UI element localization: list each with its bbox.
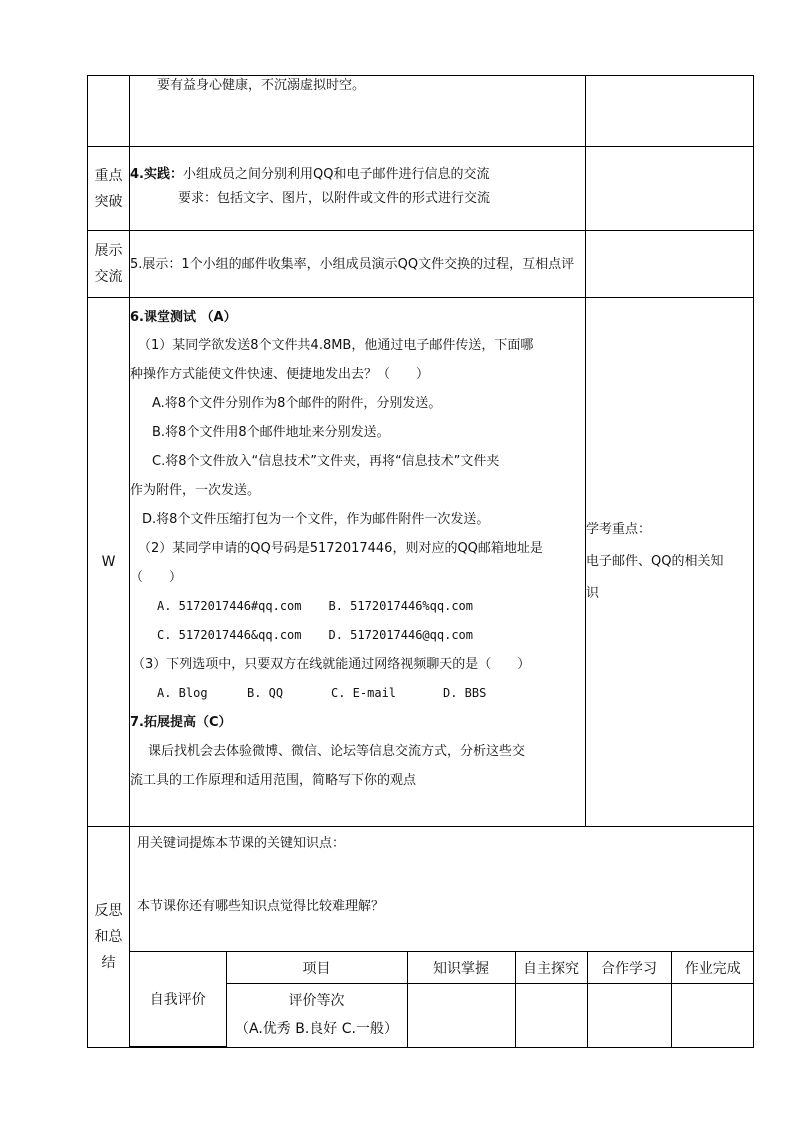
lesson-plan-table — [87, 75, 754, 1048]
row2-label-line2: 突破 — [94, 193, 123, 210]
reflection-prompts — [130, 827, 753, 951]
eval-cooperation-input[interactable] — [587, 984, 671, 1047]
eval-homework-input[interactable] — [671, 984, 754, 1047]
row1-label-cell — [88, 76, 130, 147]
q2-line2: （ ） — [130, 570, 183, 585]
ext-line2: 流工具的工作原理和适用范围，简略写下你的观点 — [130, 773, 417, 788]
row1-notes-cell — [586, 76, 754, 147]
row-key-breakthrough — [88, 147, 754, 231]
self-eval-label: 自我评价 — [130, 952, 226, 1047]
q1-option-d: D.将8个文件压缩打包为一个文件，作为邮件附件一次发送。 — [142, 512, 490, 527]
eval-knowledge-input[interactable] — [407, 984, 515, 1047]
q1-line1: （1）某同学欲发送8个文件共4.8MB，他通过电子邮件传送，下面哪 — [138, 338, 534, 353]
row1-content — [130, 76, 586, 147]
self-evaluation-table — [130, 951, 754, 1047]
row3-label-line1: 展示 — [94, 243, 123, 259]
ext-line1: 课后找机会去体验微博、微信、论坛等信息交流方式，分析这些交 — [148, 744, 526, 759]
row1-text: 要有益身心健康，不沉溺虚拟时空。 — [157, 78, 366, 93]
show-text: 5.展示：1个小组的邮件收集率，小组成员演示QQ文件交换的过程，互相点评 — [130, 256, 575, 272]
row3-label-line2: 交流 — [94, 269, 123, 285]
eval-grade-cell — [226, 984, 407, 1047]
test-title: 6.课堂测试 （A） — [130, 310, 237, 325]
practice-line2: 要求：包括文字、图片，以附件或文件的形式进行交流 — [178, 191, 491, 206]
eval-item-header: 项目 — [226, 952, 407, 984]
ext-title: 7.拓展提高（C） — [130, 715, 232, 730]
eval-grade-label: 评价等次 — [288, 993, 345, 1010]
row2-content — [130, 147, 586, 231]
row3-content — [130, 231, 586, 298]
exam-focus-line1: 电子邮件、QQ的相关知 — [586, 554, 724, 569]
row2-label — [88, 147, 130, 231]
row5-label-line1: 反思 — [94, 903, 123, 919]
row5-label-line3: 结 — [101, 955, 116, 971]
q2-line1: （2）某同学申请的QQ号码是5172017446，则对应的QQ邮箱地址是 — [138, 541, 543, 556]
q1-option-b: B.将8个文件用8个邮件地址来分别发送。 — [152, 425, 390, 440]
q3-option-a: A. Blog — [157, 686, 208, 700]
q3-option-b: B. QQ — [247, 686, 284, 700]
reflection-prompt2: 本节课你还有哪些知识点觉得比较难理解？ — [137, 899, 385, 914]
row-continuation — [88, 76, 754, 147]
q2-option-b: B. 5172017446%qq.com — [328, 599, 473, 613]
exam-focus-line2: 识 — [586, 586, 600, 601]
eval-col-inquiry: 自主探究 — [515, 952, 587, 984]
row2-notes-cell — [586, 147, 754, 231]
row4-content — [130, 298, 586, 827]
row5-content — [130, 827, 754, 1048]
row3-notes-cell — [586, 231, 754, 298]
q3-line1: （3）下列选项中，只要双方在线就能通过网络视频聊天的是（ ） — [132, 657, 531, 672]
reflection-prompt1: 用关键词提炼本节课的关键知识点： — [137, 836, 346, 851]
eval-col-cooperation: 合作学习 — [587, 952, 671, 984]
row4-notes — [586, 298, 754, 827]
row-classroom-test — [88, 298, 754, 827]
q3-option-c: C. E-mail — [331, 686, 397, 700]
q2-option-d: D. 5172017446@qq.com — [328, 628, 473, 642]
q2-option-a: A. 5172017446#qq.com — [157, 599, 302, 613]
practice-line1: 小组成员之间分别利用QQ和电子邮件进行信息的交流 — [182, 167, 490, 182]
exam-focus-label: 学考重点： — [586, 522, 652, 537]
row-show-exchange — [88, 231, 754, 298]
eval-grade-options: （A.优秀 B.良好 C.一般） — [235, 1021, 398, 1038]
q1-option-c2: 作为附件，一次发送。 — [130, 483, 261, 498]
row3-label — [88, 231, 130, 298]
q1-option-c1: C.将8个文件放入“信息技术”文件夹，再将“信息技术”文件夹 — [152, 454, 500, 469]
row5-label — [88, 827, 130, 1048]
eval-col-knowledge: 知识掌握 — [407, 952, 515, 984]
q3-option-d: D. BBS — [443, 686, 487, 700]
row4-label: W — [88, 298, 130, 827]
eval-col-homework: 作业完成 — [671, 952, 754, 984]
eval-inquiry-input[interactable] — [515, 984, 587, 1047]
row-reflection — [88, 827, 754, 1048]
practice-title: 4.实践： — [130, 167, 183, 182]
row2-label-line1: 重点 — [94, 167, 123, 184]
q2-option-c: C. 5172017446&qq.com — [157, 628, 302, 642]
q1-line2: 种操作方式能使文件快速、便捷地发出去？（ ） — [130, 367, 430, 382]
row5-label-line2: 和总 — [94, 929, 123, 945]
q1-option-a: A.将8个文件分别作为8个邮件的附件，分别发送。 — [152, 396, 442, 411]
